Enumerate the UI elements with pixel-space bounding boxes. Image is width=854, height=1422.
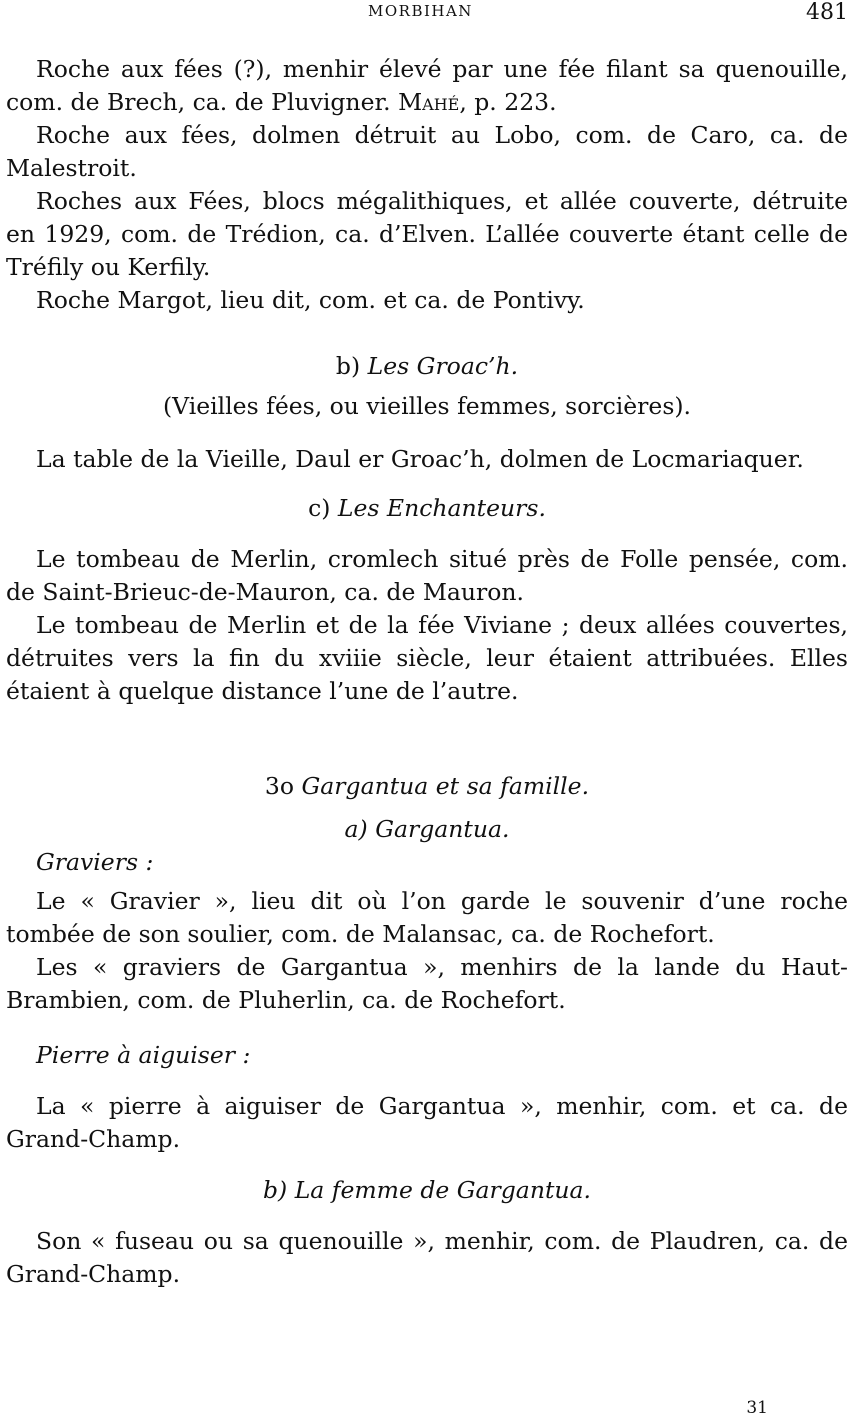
subtitle-groach: (Vieilles fées, ou vieilles femmes, sorcières). (162, 392, 692, 420)
heading-femme-gargantua (6, 1174, 848, 1207)
page-ref: , p. 223. (459, 88, 557, 116)
entry-fuseau-quenouille: Son « fuseau ou sa quenouille », menhir, com. de Plaudren, ca. de Grand-Champ. (6, 1227, 848, 1288)
page-number: 481 (806, 0, 848, 25)
heading-gargantua-famille (6, 770, 848, 803)
author-ref: Mahé (398, 88, 460, 116)
heading-groach (6, 350, 848, 383)
heading-letter: a) (344, 815, 368, 843)
heading-letter: b) (262, 1176, 288, 1204)
heading-title: Les Groac’h. (367, 352, 519, 380)
entry-pierre-a-aiguiser: La « pierre à aiguiser de Gargantua », menhir, com. et ca. de Grand-Champ. (6, 1092, 848, 1153)
heading-title: La femme de Gargantua. (294, 1176, 592, 1204)
heading-number: 3o (264, 772, 295, 800)
entry-graviers-pluherlin: Les « graviers de Gargantua », menhirs de la lande du Haut-Brambien, com. de Pluherlin, ca. de Rochefort. (6, 953, 848, 1014)
heading-letter: b) (335, 352, 361, 380)
heading-title: Les Enchanteurs. (337, 494, 546, 522)
signature-mark: 31 (746, 1398, 768, 1418)
entry-tombeau-merlin-viviane: Le tombeau de Merlin et de la fée Viviane ; deux allées couvertes, détruites vers la fin du xviiie siècle, leur étaient attribuées. Elles étaient à quelque distance l’une de l’autre. (6, 611, 848, 705)
entry-roche-aux-fees-lobo: Roche aux fées, dolmen détruit au Lobo, com. de Caro, ca. de Malestroit. (6, 121, 848, 182)
running-head: MORBIHAN (368, 2, 473, 20)
entry-tombeau-merlin-cromlech: Le tombeau de Merlin, cromlech situé près de Folle pensée, com. de Saint-Brieuc-de-Mauron, ca. de Mauron. (6, 545, 848, 606)
entry-roches-aux-fees-tredion: Roches aux Fées, blocs mégalithiques, et allée couverte, détruite en 1929, com. de Trédion, ca. d’Elven. L’allée couverte étant celle de Tréfily ou Kerfily. (6, 187, 848, 281)
heading-title: Gargantua et sa famille. (301, 772, 590, 800)
entry-gravier-malansac: Le « Gravier », lieu dit où l’on garde le souvenir d’une roche tombée de son soulier, com. de Malansac, ca. de Rochefort. (6, 887, 848, 948)
heading-enchanteurs (6, 492, 848, 525)
heading-title: Gargantua. (375, 815, 510, 843)
entry-table-de-la-vieille: La table de la Vieille, Daul er Groac’h, dolmen de Locmariaquer. (36, 445, 804, 473)
entry-text: Roche aux fées (?), menhir élevé par une fée filant sa quenouille, com. de Brech, ca. de Pluvigner. (6, 55, 848, 116)
side-head-graviers: Graviers : (36, 848, 154, 876)
side-head-pierre-a-aiguiser: Pierre à aiguiser : (36, 1041, 251, 1069)
heading-gargantua (6, 813, 848, 846)
entry-roche-aux-fees-brech (6, 53, 848, 119)
body-text (6, 53, 848, 1291)
entry-roche-margot: Roche Margot, lieu dit, com. et ca. de Pontivy. (36, 286, 585, 314)
heading-letter: c) (308, 494, 331, 522)
